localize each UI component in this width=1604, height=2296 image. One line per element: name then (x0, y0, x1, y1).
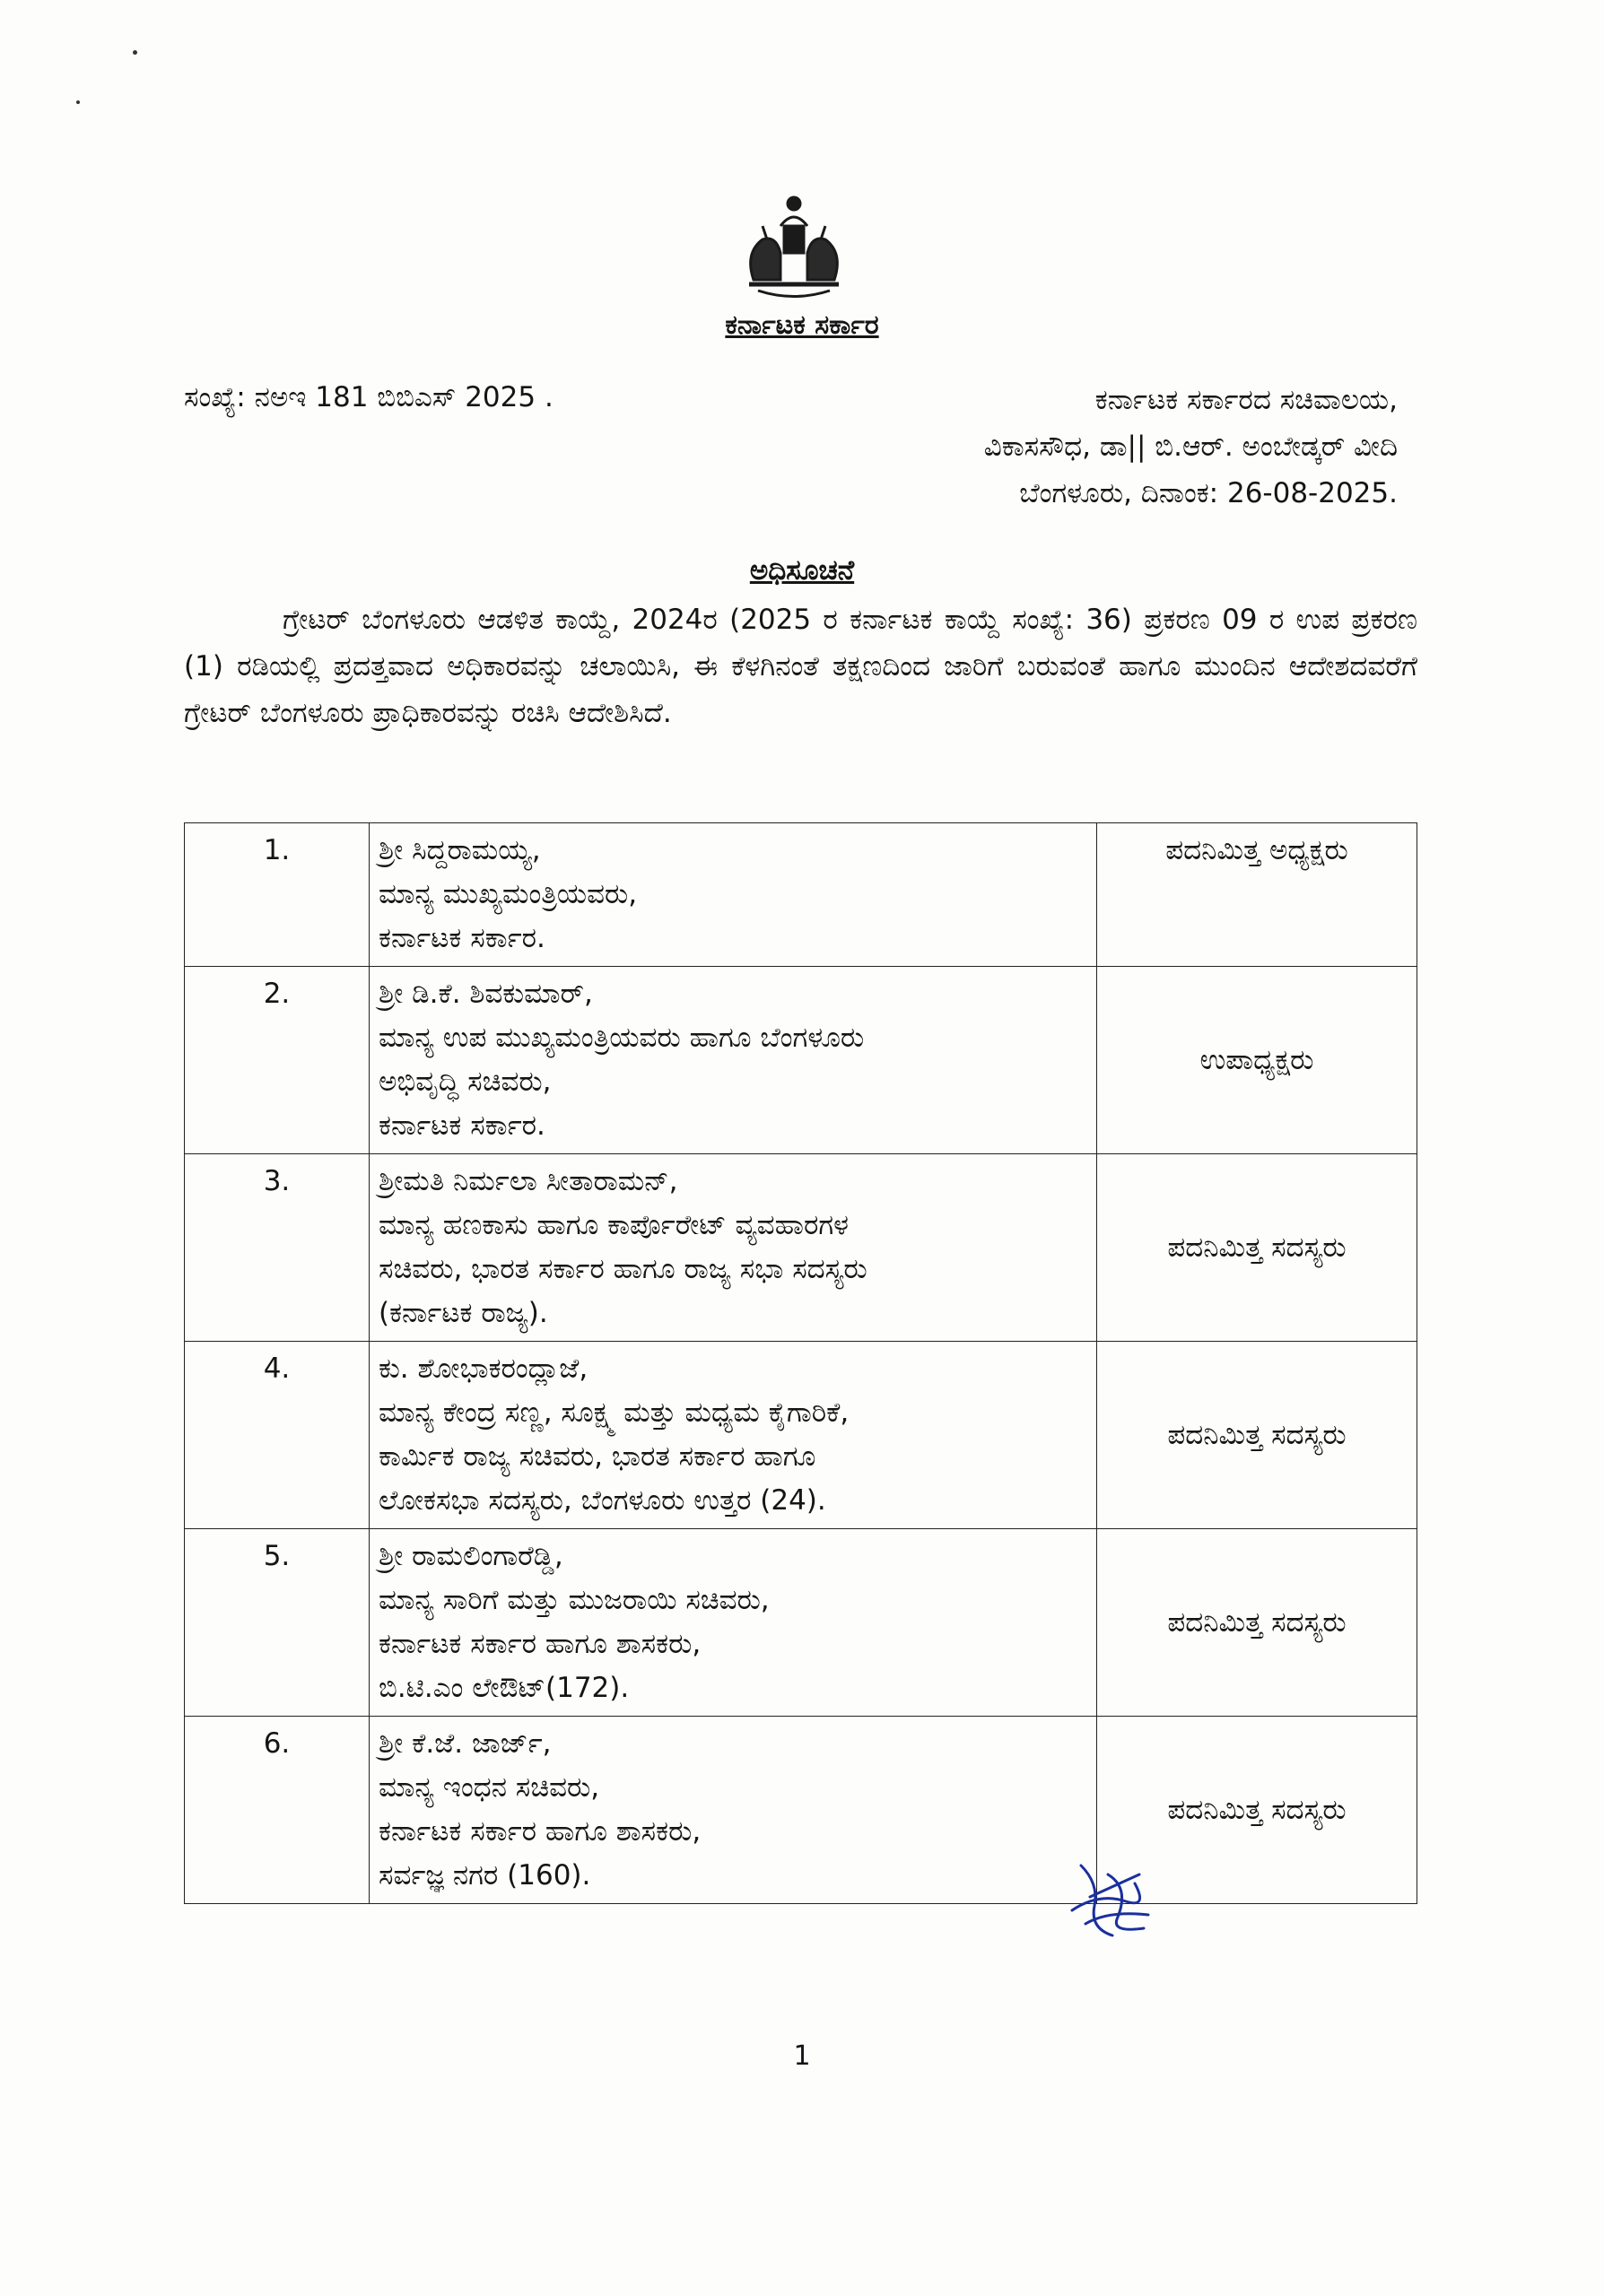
member-line: ಕರ್ನಾಟಕ ಸರ್ಕಾರ ಹಾಗೂ ಶಾಸಕರು, (379, 1815, 702, 1848)
table-row (185, 1529, 1417, 1717)
member-details (370, 1154, 1097, 1342)
member-line: ಮಾನ್ಯ ಕೇಂದ್ರ ಸಣ್ಣ, ಸೂಕ್ಷ್ಮ ಮತ್ತು ಮಧ್ಯಮ ಕೈಗಾರಿಕೆ, (379, 1396, 850, 1429)
member-line: ಶ್ರೀ ರಾಮಲಿಂಗಾರೆಡ್ಡಿ, (379, 1540, 563, 1572)
member-line: ಶ್ರೀಮತಿ ನಿರ್ಮಲಾ ಸೀತಾರಾಮನ್, (379, 1165, 678, 1197)
table-row (185, 823, 1417, 967)
member-details (370, 1342, 1097, 1529)
member-role: ಪದನಿಮಿತ್ತ ಸದಸ್ಯರು (1097, 1717, 1417, 1904)
address-line: ಕರ್ನಾಟಕ ಸರ್ಕಾರದ ಸಚಿವಾಲಯ, (1094, 384, 1398, 416)
serial-number: 2. (185, 967, 370, 1154)
scan-speck (133, 50, 137, 55)
member-line: ಕು. ಶೋಭಾಕರಂದ್ಲಾಜೆ, (379, 1352, 588, 1385)
member-line: ಸರ್ವಜ್ಞ ನಗರ (160). (379, 1859, 591, 1892)
member-line: ಮಾನ್ಯ ಸಾರಿಗೆ ಮತ್ತು ಮುಜರಾಯಿ ಸಚಿವರು, (379, 1584, 770, 1616)
serial-number: 4. (185, 1342, 370, 1529)
member-role: ಪದನಿಮಿತ್ತ ಸದಸ್ಯರು (1097, 1342, 1417, 1529)
address-line: ವಿಕಾಸಸೌಧ, ಡಾ|| ಬಿ.ಆರ್. ಅಂಬೇಡ್ಕರ್ ವೀದಿ (983, 430, 1398, 463)
member-line: ಬಿ.ಟಿ.ಎಂ ಲೇಔಟ್(172). (379, 1672, 630, 1704)
karnataka-emblem-icon (727, 190, 861, 307)
member-line: ಶ್ರೀ ಸಿದ್ದರಾಮಯ್ಯ, (379, 834, 541, 866)
member-role: ಪದನಿಮಿತ್ತ ಅಧ್ಯಕ್ಷರು (1097, 823, 1417, 967)
page-number: 1 (793, 2040, 811, 2072)
member-role: ಪದನಿಮಿತ್ತ ಸದಸ್ಯರು (1097, 1529, 1417, 1717)
table-row (185, 967, 1417, 1154)
member-line: (ಕರ್ನಾಟಕ ರಾಜ್ಯ). (379, 1297, 548, 1329)
signature-icon (1063, 1857, 1162, 1942)
member-line: ಶ್ರೀ ಡಿ.ಕೆ. ಶಿವಕುಮಾರ್, (379, 978, 593, 1010)
member-line: ಲೋಕಸಭಾ ಸದಸ್ಯರು, ಬೆಂಗಳೂರು ಉತ್ತರ (24). (379, 1484, 826, 1517)
notification-heading: ಅಧಿಸೂಚನೆ (749, 554, 855, 587)
member-details (370, 1529, 1097, 1717)
address-date-line: ಬೆಂಗಳೂರು, ದಿನಾಂಕ: 26-08-2025. (1019, 477, 1398, 509)
member-line: ಮಾನ್ಯ ಇಂಧನ ಸಚಿವರು, (379, 1771, 600, 1804)
member-details (370, 823, 1097, 967)
member-details (370, 1717, 1097, 1904)
table-row (185, 1154, 1417, 1342)
member-line: ಸಚಿವರು, ಭಾರತ ಸರ್ಕಾರ ಹಾಗೂ ರಾಜ್ಯ ಸಭಾ ಸದಸ್ಯರು (379, 1253, 867, 1285)
members-table (184, 822, 1417, 1904)
serial-number: 3. (185, 1154, 370, 1342)
member-line: ಮಾನ್ಯ ಹಣಕಾಸು ಹಾಗೂ ಕಾರ್ಪೊರೇಟ್ ವ್ಯವಹಾರಗಳ (379, 1209, 850, 1241)
serial-number: 5. (185, 1529, 370, 1717)
member-line: ಕರ್ನಾಟಕ ಸರ್ಕಾರ ಹಾಗೂ ಶಾಸಕರು, (379, 1628, 702, 1660)
serial-number: 6. (185, 1717, 370, 1904)
member-line: ಮಾನ್ಯ ಉಪ ಮುಖ್ಯಮಂತ್ರಿಯವರು ಹಾಗೂ ಬೆಂಗಳೂರು (379, 1022, 865, 1054)
member-line: ಅಭಿವೃದ್ಧಿ ಸಚಿವರು, (379, 1065, 552, 1098)
issuing-address (770, 377, 1398, 517)
member-line: ಕರ್ನಾಟಕ ಸರ್ಕಾರ. (379, 922, 545, 954)
member-details (370, 967, 1097, 1154)
government-title: ಕರ್ನಾಟಕ ಸರ್ಕಾರ (725, 309, 879, 341)
member-line: ಮಾನ್ಯ ಮುಖ್ಯಮಂತ್ರಿಯವರು, (379, 878, 638, 910)
member-line: ಶ್ರೀ ಕೆ.ಜೆ. ಜಾರ್ಜ್, (379, 1727, 552, 1760)
table-row (185, 1342, 1417, 1529)
member-role: ಉಪಾಧ್ಯಕ್ಷರು (1097, 967, 1417, 1154)
scan-speck (76, 100, 80, 104)
member-role: ಪದನಿಮಿತ್ತ ಸದಸ್ಯರು (1097, 1154, 1417, 1342)
reference-number: ಸಂಖ್ಯೆ: ನಅಇ 181 ಬಿಬಿಎಸ್ 2025 . (184, 381, 554, 413)
member-line: ಕಾರ್ಮಿಕ ರಾಜ್ಯ ಸಚಿವರು, ಭಾರತ ಸರ್ಕಾರ ಹಾಗೂ (379, 1440, 816, 1473)
member-line: ಕರ್ನಾಟಕ ಸರ್ಕಾರ. (379, 1109, 545, 1142)
serial-number: 1. (185, 823, 370, 967)
table-row (185, 1717, 1417, 1904)
notification-body: ಗ್ರೇಟರ್ ಬೆಂಗಳೂರು ಆಡಳಿತ ಕಾಯ್ದೆ, 2024ರ (2025 ರ ಕರ್ನಾಟಕ ಕಾಯ್ದೆ ಸಂಖ್ಯೆ: 36) ಪ್ರಕರಣ 09 ರ ಉಪ ಪ್ರಕರಣ (1) ರಡಿಯಲ್ಲಿ ಪ್ರದತ್ತವಾದ ಅಧಿಕಾರವನ್ನು ಚಲಾಯಿಸಿ, ಈ ಕೆಳಗಿನಂತೆ ತಕ್ಷಣದಿಂದ ಜಾರಿಗೆ ಬರುವಂತೆ ಹಾಗೂ ಮುಂದಿನ ಆದೇಶದವರೆಗೆ ಗ್ರೇಟರ್ ಬೆಂಗಳೂರು ಪ್ರಾಧಿಕಾರವನ್ನು ರಚಿಸಿ ಆದೇಶಿಸಿದೆ. (184, 604, 1417, 729)
